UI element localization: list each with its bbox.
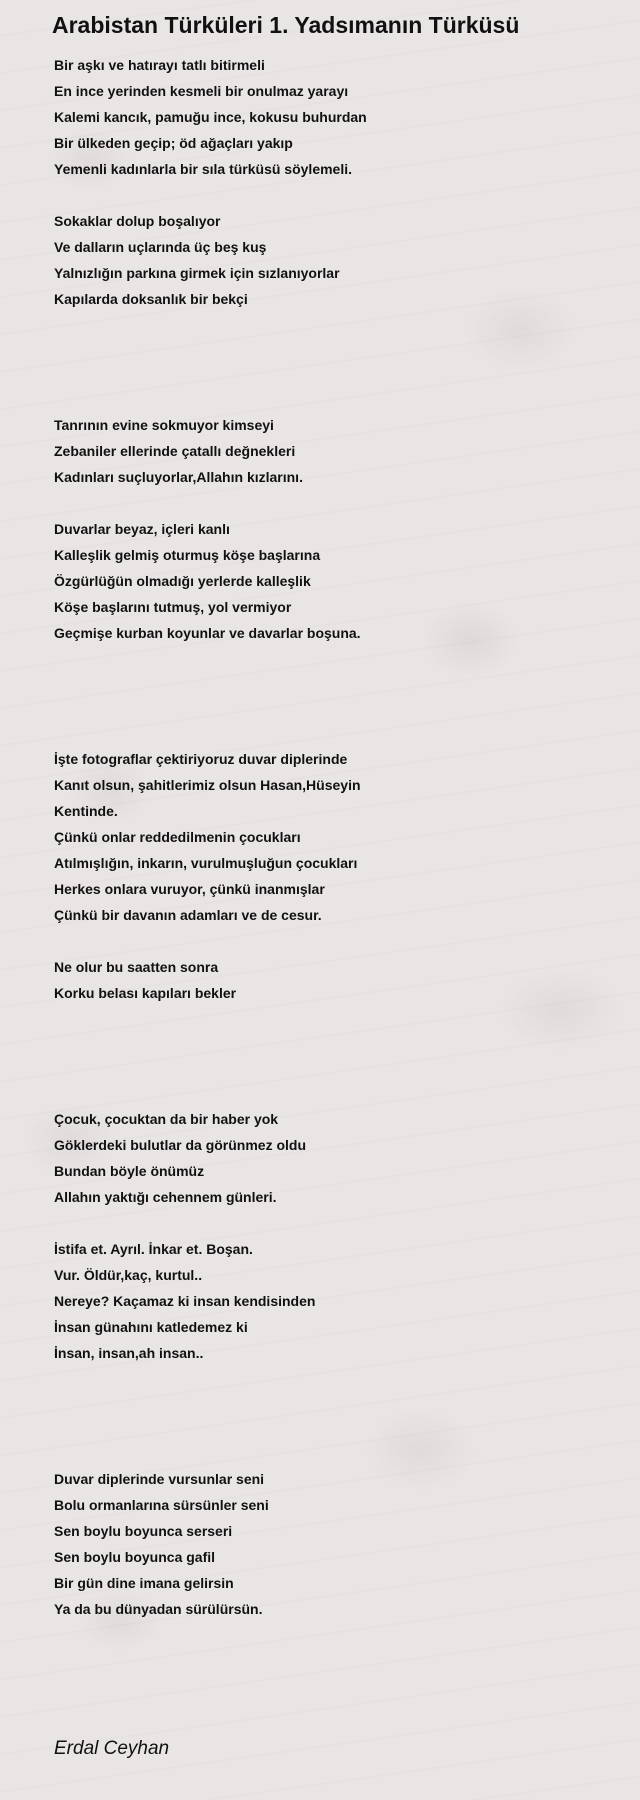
- stanza-gap: [54, 312, 614, 412]
- poem-line: Kentinde.: [54, 803, 118, 819]
- poem-line: Nereye? Kaçamaz ki insan kendisinden: [54, 1293, 316, 1309]
- poem-line: İstifa et. Ayrıl. İnkar et. Boşan.: [54, 1241, 253, 1257]
- poem-line: Göklerdeki bulutlar da görünmez oldu: [54, 1137, 307, 1153]
- poem-line: Ya da bu dünyadan sürülürsün.: [54, 1601, 263, 1617]
- stanza-3: [54, 412, 614, 490]
- stanza-gap: [54, 646, 614, 746]
- poem-line: Bolu ormanlarına sürsünler seni: [54, 1497, 269, 1513]
- poem-line: Duvarlar beyaz, içleri kanlı: [54, 521, 230, 537]
- stanza-6: [54, 954, 614, 1006]
- poem-line: Sokaklar dolup boşalıyor: [54, 213, 221, 229]
- poem-line: Sen boylu boyunca serseri: [54, 1523, 233, 1539]
- poem-line: Sen boylu boyunca gafil: [54, 1549, 216, 1565]
- poem-line: Yalnızlığın parkına girmek için sızlanıyorlar: [54, 265, 340, 281]
- stanza-gap: [54, 1366, 614, 1466]
- poem-line: İnsan günahını katledemez ki: [54, 1319, 248, 1335]
- poem-body: [54, 52, 614, 1622]
- poem-line: Kanıt olsun, şahitlerimiz olsun Hasan,Hüseyin: [54, 777, 361, 793]
- poem-title: Arabistan Türküleri 1. Yadsımanın Türküsü: [52, 12, 520, 38]
- stanza-8: [54, 1236, 614, 1366]
- stanza-gap: [54, 182, 614, 208]
- poem-line: Vur. Öldür,kaç, kurtul..: [54, 1267, 203, 1283]
- poem-line: Çocuk, çocuktan da bir haber yok: [54, 1111, 279, 1127]
- poem-line: Çünkü onlar reddedilmenin çocukları: [54, 829, 301, 845]
- poem-line: Zebaniler ellerinde çatallı değnekleri: [54, 443, 296, 459]
- stanza-gap: [54, 490, 614, 516]
- poem-line: Tanrının evine sokmuyor kimseyi: [54, 417, 274, 433]
- poem-line: Allahın yaktığı cehennem günleri.: [54, 1189, 277, 1205]
- stanza-5: [54, 746, 614, 928]
- stanza-7: [54, 1106, 614, 1210]
- stanza-1: [54, 52, 614, 182]
- poem-line: Özgürlüğün olmadığı yerlerde kalleşlik: [54, 573, 311, 589]
- poem-line: Bir aşkı ve hatırayı tatlı bitirmeli: [54, 57, 265, 73]
- poem-line: Korku belası kapıları bekler: [54, 985, 237, 1001]
- stanza-9: [54, 1466, 614, 1622]
- poem-line: İnsan, insan,ah insan..: [54, 1345, 204, 1361]
- poem-line: Kalemi kancık, pamuğu ince, kokusu buhurdan: [54, 109, 367, 125]
- poem-line: Yemenli kadınlarla bir sıla türküsü söylemeli.: [54, 161, 353, 177]
- poem-line: En ince yerinden kesmeli bir onulmaz yarayı: [54, 83, 349, 99]
- poem-line: Köşe başlarını tutmuş, yol vermiyor: [54, 599, 292, 615]
- poem-line: Atılmışlığın, inkarın, vurulmuşluğun çocukları: [54, 855, 358, 871]
- poem-line: Kadınları suçluyorlar,Allahın kızlarını.: [54, 469, 303, 485]
- stanza-4: [54, 516, 614, 646]
- stanza-2: [54, 208, 614, 312]
- stanza-gap: [54, 928, 614, 954]
- poem-line: Bir ülkeden geçip; öd ağaçları yakıp: [54, 135, 293, 151]
- stanza-gap: [54, 1210, 614, 1236]
- poem-line: Ve dalların uçlarında üç beş kuş: [54, 239, 267, 255]
- author-name: Erdal Ceyhan: [54, 1738, 170, 1759]
- poem-line: Kapılarda doksanlık bir bekçi: [54, 291, 248, 307]
- poem-line: İşte fotograflar çektiriyoruz duvar diplerinde: [54, 751, 348, 767]
- poem-line: Bir gün dine imana gelirsin: [54, 1575, 234, 1591]
- stanza-gap: [54, 1006, 614, 1106]
- poem-line: Ne olur bu saatten sonra: [54, 959, 219, 975]
- poem-line: Geçmişe kurban koyunlar ve davarlar boşuna.: [54, 625, 361, 641]
- poem-line: Kalleşlik gelmiş oturmuş köşe başlarına: [54, 547, 321, 563]
- poem-line: Duvar diplerinde vursunlar seni: [54, 1471, 265, 1487]
- poem-line: Bundan böyle önümüz: [54, 1163, 205, 1179]
- poem-line: Herkes onlara vuruyor, çünkü inanmışlar: [54, 881, 325, 897]
- poem-line: Çünkü bir davanın adamları ve de cesur.: [54, 907, 322, 923]
